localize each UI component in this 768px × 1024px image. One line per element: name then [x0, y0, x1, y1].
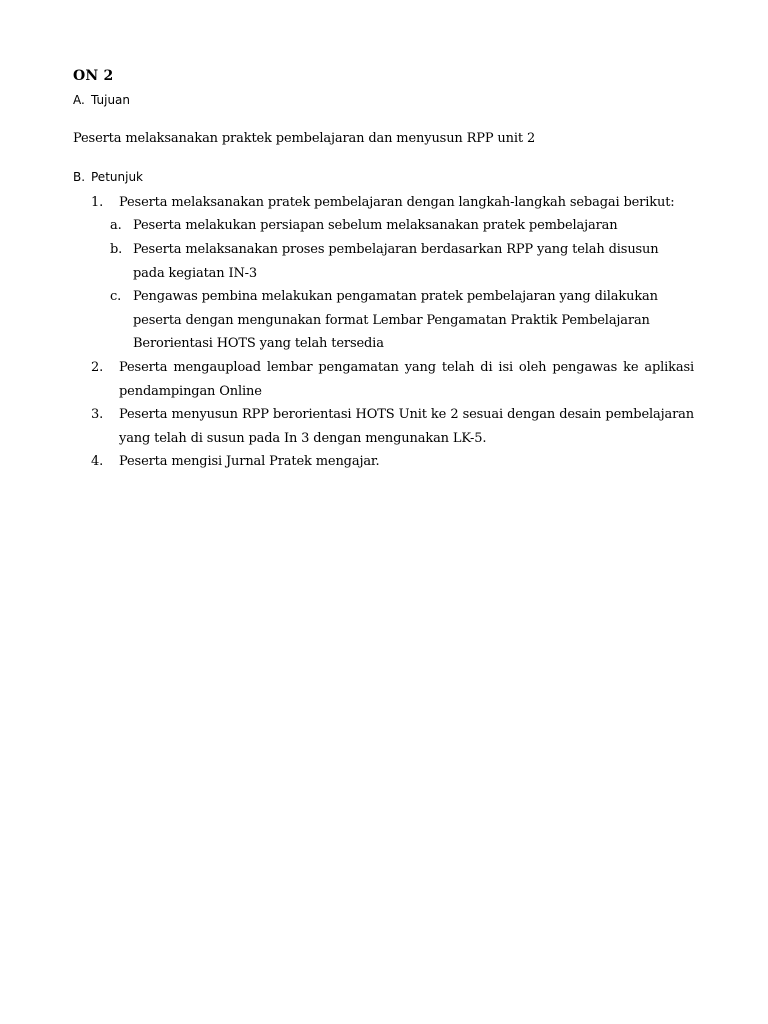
goal-paragraph: Peserta melaksanakan praktek pembelajaran dan menyusun RPP unit 2: [73, 131, 536, 146]
instruction-subitem-a-marker: a.: [110, 218, 122, 233]
instruction-subitem-b-text: Peserta melaksanakan proses pembelajaran berdasarkan RPP yang telah disusun pada kegiatan IN-3: [133, 242, 659, 281]
instruction-item-4-text: Peserta mengisi Jurnal Pratek mengajar.: [119, 454, 380, 469]
instruction-item-4-marker: 4.: [91, 454, 104, 469]
section-b-letter: B.: [73, 170, 86, 184]
section-a-heading: [73, 93, 130, 107]
instruction-subitem-a-text: Peserta melakukan persiapan sebelum melaksanakan pratek pembelajaran: [133, 218, 618, 233]
section-a-letter: A.: [73, 93, 85, 107]
instruction-item-3-text: Peserta menyusun RPP berorientasi HOTS Unit ke 2 sesuai dengan desain pembelajaran yang telah di susun pada In 3 dengan mengunakan LK-5.: [119, 407, 694, 446]
section-b-label: Petunjuk: [91, 170, 143, 184]
section-a-label: Tujuan: [91, 93, 131, 107]
instruction-item-1-text: Peserta melaksanakan pratek pembelajaran dengan langkah-langkah sebagai berikut:: [119, 195, 675, 210]
instruction-subitem-b-marker: b.: [110, 242, 123, 257]
instruction-subitem-c-marker: c.: [110, 289, 122, 304]
instruction-item-1-marker: 1.: [91, 195, 104, 210]
document-title: ON 2: [73, 68, 114, 84]
instruction-subitem-c-text: Pengawas pembina melakukan pengamatan pratek pembelajaran yang dilakukan peserta dengan mengunakan format Lembar Pengamatan Praktik Pembelajaran Berorientasi HOTS yang telah tersedia: [133, 289, 658, 351]
instruction-item-2-marker: 2.: [91, 360, 104, 375]
instruction-item-3-marker: 3.: [91, 407, 104, 422]
instruction-item-2-text: Peserta mengaupload lembar pengamatan yang telah di isi oleh pengawas ke aplikasi pendampingan Online: [119, 360, 694, 399]
section-b-heading: [73, 170, 143, 184]
